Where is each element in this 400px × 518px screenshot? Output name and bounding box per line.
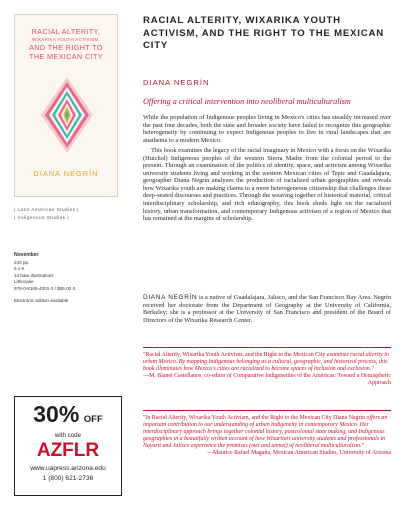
cover-title-line: RACIAL ALTERITY, xyxy=(31,27,101,36)
cover-title-line: AND THE RIGHT TO xyxy=(29,43,103,52)
pub-month: November xyxy=(14,252,39,258)
series-list xyxy=(14,206,124,222)
book-title: RACIAL ALTERITY, WIXARIKA YOUTH ACTIVISM, AND THE RIGHT TO THE MEXICAN CITY xyxy=(143,15,384,52)
format: Lithocase xyxy=(14,279,34,285)
quote-attribution: —Maurice Rafael Magaña, Mexican American Studies, University of Arizona xyxy=(207,450,391,456)
author-bio xyxy=(143,294,391,324)
cover-title-line: THE MEXICAN CITY xyxy=(29,52,103,61)
promo-code: AZFLR xyxy=(36,440,100,461)
page-count: 240 pp. xyxy=(14,259,30,265)
quote-attribution: —M. Bianet Castellanos, co-editor of Comparative Indigeneities of the Américas: Toward a Hemispheric Approach xyxy=(143,373,391,386)
illustrations: 14 b&w illustrations xyxy=(14,272,54,278)
book-author: DIANA NEGRÍN xyxy=(143,78,210,87)
discount-off: OFF xyxy=(83,414,103,425)
series-item: | Latin American Studies | xyxy=(14,207,79,212)
divider xyxy=(143,347,391,348)
series-item: | Indigenous Studies | xyxy=(14,215,70,220)
bio-name: DIANA NEGRÍN xyxy=(143,294,198,301)
bio-text: is a native of Guadalajara, Jalisco, and the San Francisco Bay Area. Negrín received her doctorate from the Department of Geography at the University of California, Berkeley; she is a professor at the University of San Francisco and president of the Board of Directors of the Wixarika Research Center. xyxy=(143,294,391,324)
book-description xyxy=(143,114,391,226)
edition-note: Electronic edition available xyxy=(14,297,69,303)
with-code-label: with code xyxy=(54,432,82,439)
trim-size: 6 x 9 xyxy=(14,266,24,272)
publisher-phone: 1 (800) 621-2736 xyxy=(42,475,94,482)
description-paragraph: While the population of Indigenous peoples living in Mexico's cities has steadily increased over the past four decades, both the state and broader society have failed to recognize this geographic heterogeneity by continuing to expect Indigenous peoples to live in rural landscapes that are anathema to a modern Mexico. xyxy=(143,114,391,144)
cover-title xyxy=(23,27,109,61)
cover-diamond-art xyxy=(39,75,95,155)
quote-lead: "Racial Alterity, Wixarika Youth Activism, and the Right to the Mexican City xyxy=(143,352,326,358)
publisher-url[interactable]: www.uapress.arizona.edu xyxy=(30,465,106,472)
discount-value: 30% xyxy=(33,401,80,427)
isbn-price: 978-0-8165-4001-3 / $55.00 S xyxy=(14,285,76,291)
description-paragraph: This book examines the legacy of the racial imaginary in Mexico with a focus on the Wixarika (Huichol) Indigenous peoples of the western Sierra Madre from the colonial period to the present. Through an examination of the politics of identity, space, and activism among Wixarika university students living and working in the western Mexican cities of Tepic and Guadalajara, geographer Diana Negrín analyzes the production of racialized urban geographies and reveals how Wixarika youth are making claims to a more heterogeneous citizenship that challenges these deep-seated discourses and practices. Through the weaving together of historical material, critical interdisciplinary scholarship, and rich ethnography, this book sheds light on the racialized history, urban transformation, and contemporary Indigenous activism of a region of Mexico that has remained at the margins of scholarship. xyxy=(143,147,391,223)
endorsement-quote xyxy=(143,352,391,387)
quote-lead: "In Racial Alterity, Wixarika Youth Activism, and the Right to the Mexican City Diana Negrín xyxy=(143,415,366,421)
cover-author: DIANA NEGRÍN xyxy=(33,169,99,178)
discount-percent xyxy=(15,403,121,431)
quote-body: examines racial alterity in urban Mexico. By mapping Indigenous belonging as a cultural, geographic, and historical process, this book illuminates how Mexico's cities are racialized to become spaces of inclusion and exclusion." xyxy=(143,352,389,372)
book-specs xyxy=(14,252,124,304)
quote-body: offers an important contribution to our understanding of urban indigeneity in contemporary Mexico. Her interdisciplinary approach brings together colonial history, postcolonial state making, and Indigenous geographies in a beautifully written account of how Wixaritari university students and professionals in Nayarit and Jalisco experience the promises (met and unmet) of neoliberal multiculturalism." xyxy=(143,415,388,449)
discount-box xyxy=(14,396,122,496)
endorsement-quote xyxy=(143,415,391,457)
cover-title-line: WIXARIKA YOUTH ACTIVISM, xyxy=(32,37,100,42)
divider xyxy=(143,410,391,411)
book-tagline: Offering a critical intervention into neoliberal multiculturalism xyxy=(143,97,351,106)
book-cover xyxy=(14,14,118,197)
